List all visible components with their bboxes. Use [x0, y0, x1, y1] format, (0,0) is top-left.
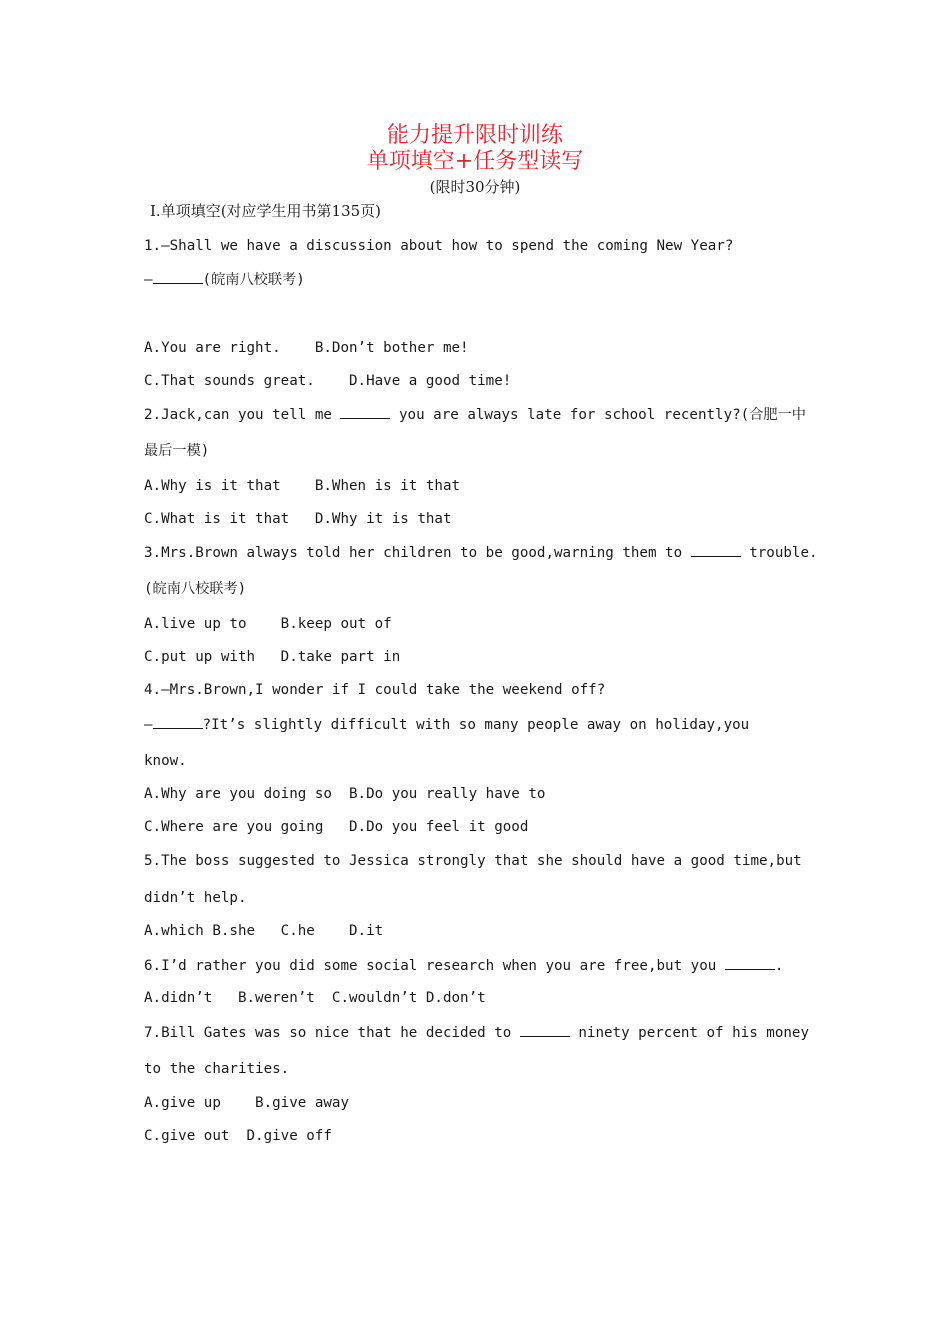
section-heading: Ⅰ.单项填空(对应学生用书第135页): [150, 202, 382, 220]
question-6-stem: [144, 955, 783, 976]
question-2-stem-start: 2.Jack,can you tell me: [144, 407, 341, 423]
question-2-options-cd: C.What is it that D.Why it is that: [144, 511, 452, 527]
question-1-source: (皖南八校联考): [202, 272, 305, 288]
question-4-reply: [144, 714, 749, 735]
question-4-reply-text: ?It’s slightly difficult with so many people away on holiday,you: [202, 717, 750, 733]
answer-blank: [153, 714, 203, 729]
question-1-options-cd: C.That sounds great. D.Have a good time!: [144, 373, 512, 389]
question-2-options-ab: A.Why is it that B.When is it that: [144, 478, 461, 494]
page-subtitle: 单项填空+任务型读写: [366, 149, 584, 174]
page-title: 能力提升限时训练: [386, 123, 563, 148]
dash: —: [144, 272, 153, 288]
question-4-reply-end: know.: [144, 753, 187, 769]
question-7-stem: [144, 1022, 809, 1043]
question-7-options-ab: A.give up B.give away: [144, 1095, 349, 1111]
question-6-stem-end: .: [774, 958, 784, 974]
question-7-stem-end: ninety percent of his money: [569, 1025, 810, 1041]
question-1-stem: 1.—Shall we have a discussion about how to spend the coming New Year?: [144, 238, 734, 254]
question-6-stem-start: 6.I’d rather you did some social research when you are free,but you: [144, 958, 725, 974]
question-7-stem-end-line: to the charities.: [144, 1061, 290, 1077]
question-7-stem-start: 7.Bill Gates was so nice that he decided to: [144, 1025, 520, 1041]
question-4-options-ab: A.Why are you doing so B.Do you really have to: [144, 786, 546, 802]
answer-blank: [520, 1022, 570, 1037]
question-2-stem-end: you are always late for school recently?(合肥一中: [390, 407, 806, 423]
question-3-options-cd: C.put up with D.take part in: [144, 649, 401, 665]
question-1-reply: [144, 269, 305, 290]
question-3-options-ab: A.live up to B.keep out of: [144, 616, 392, 632]
question-7-options-cd: C.give out D.give off: [144, 1128, 332, 1144]
dash: —: [144, 717, 153, 733]
answer-blank: [691, 542, 741, 557]
answer-blank: [340, 404, 390, 419]
question-5-stem-end: didn’t help.: [144, 890, 247, 906]
question-3-source: (皖南八校联考): [144, 581, 247, 597]
answer-blank: [153, 269, 203, 284]
question-2-stem: [144, 404, 806, 425]
question-4-options-cd: C.Where are you going D.Do you feel it good: [144, 819, 529, 835]
question-5-options: A.which B.she C.he D.it: [144, 923, 384, 939]
question-2-source: 最后一模): [144, 443, 210, 459]
question-6-options: A.didn’t B.weren’t C.wouldn’t D.don’t: [144, 990, 486, 1006]
question-4-stem: 4.—Mrs.Brown,I wonder if I could take the weekend off?: [144, 682, 606, 698]
question-3-stem-start: 3.Mrs.Brown always told her children to be good,warning them to: [144, 545, 691, 561]
question-5-stem: 5.The boss suggested to Jessica strongly that she should have a good time,but: [144, 853, 802, 869]
question-3-stem: [144, 542, 818, 563]
time-limit: (限时30分钟): [429, 178, 521, 196]
question-3-stem-end: trouble.: [740, 545, 818, 561]
answer-blank: [725, 955, 775, 970]
question-1-options-ab: A.You are right. B.Don’t bother me!: [144, 340, 469, 356]
